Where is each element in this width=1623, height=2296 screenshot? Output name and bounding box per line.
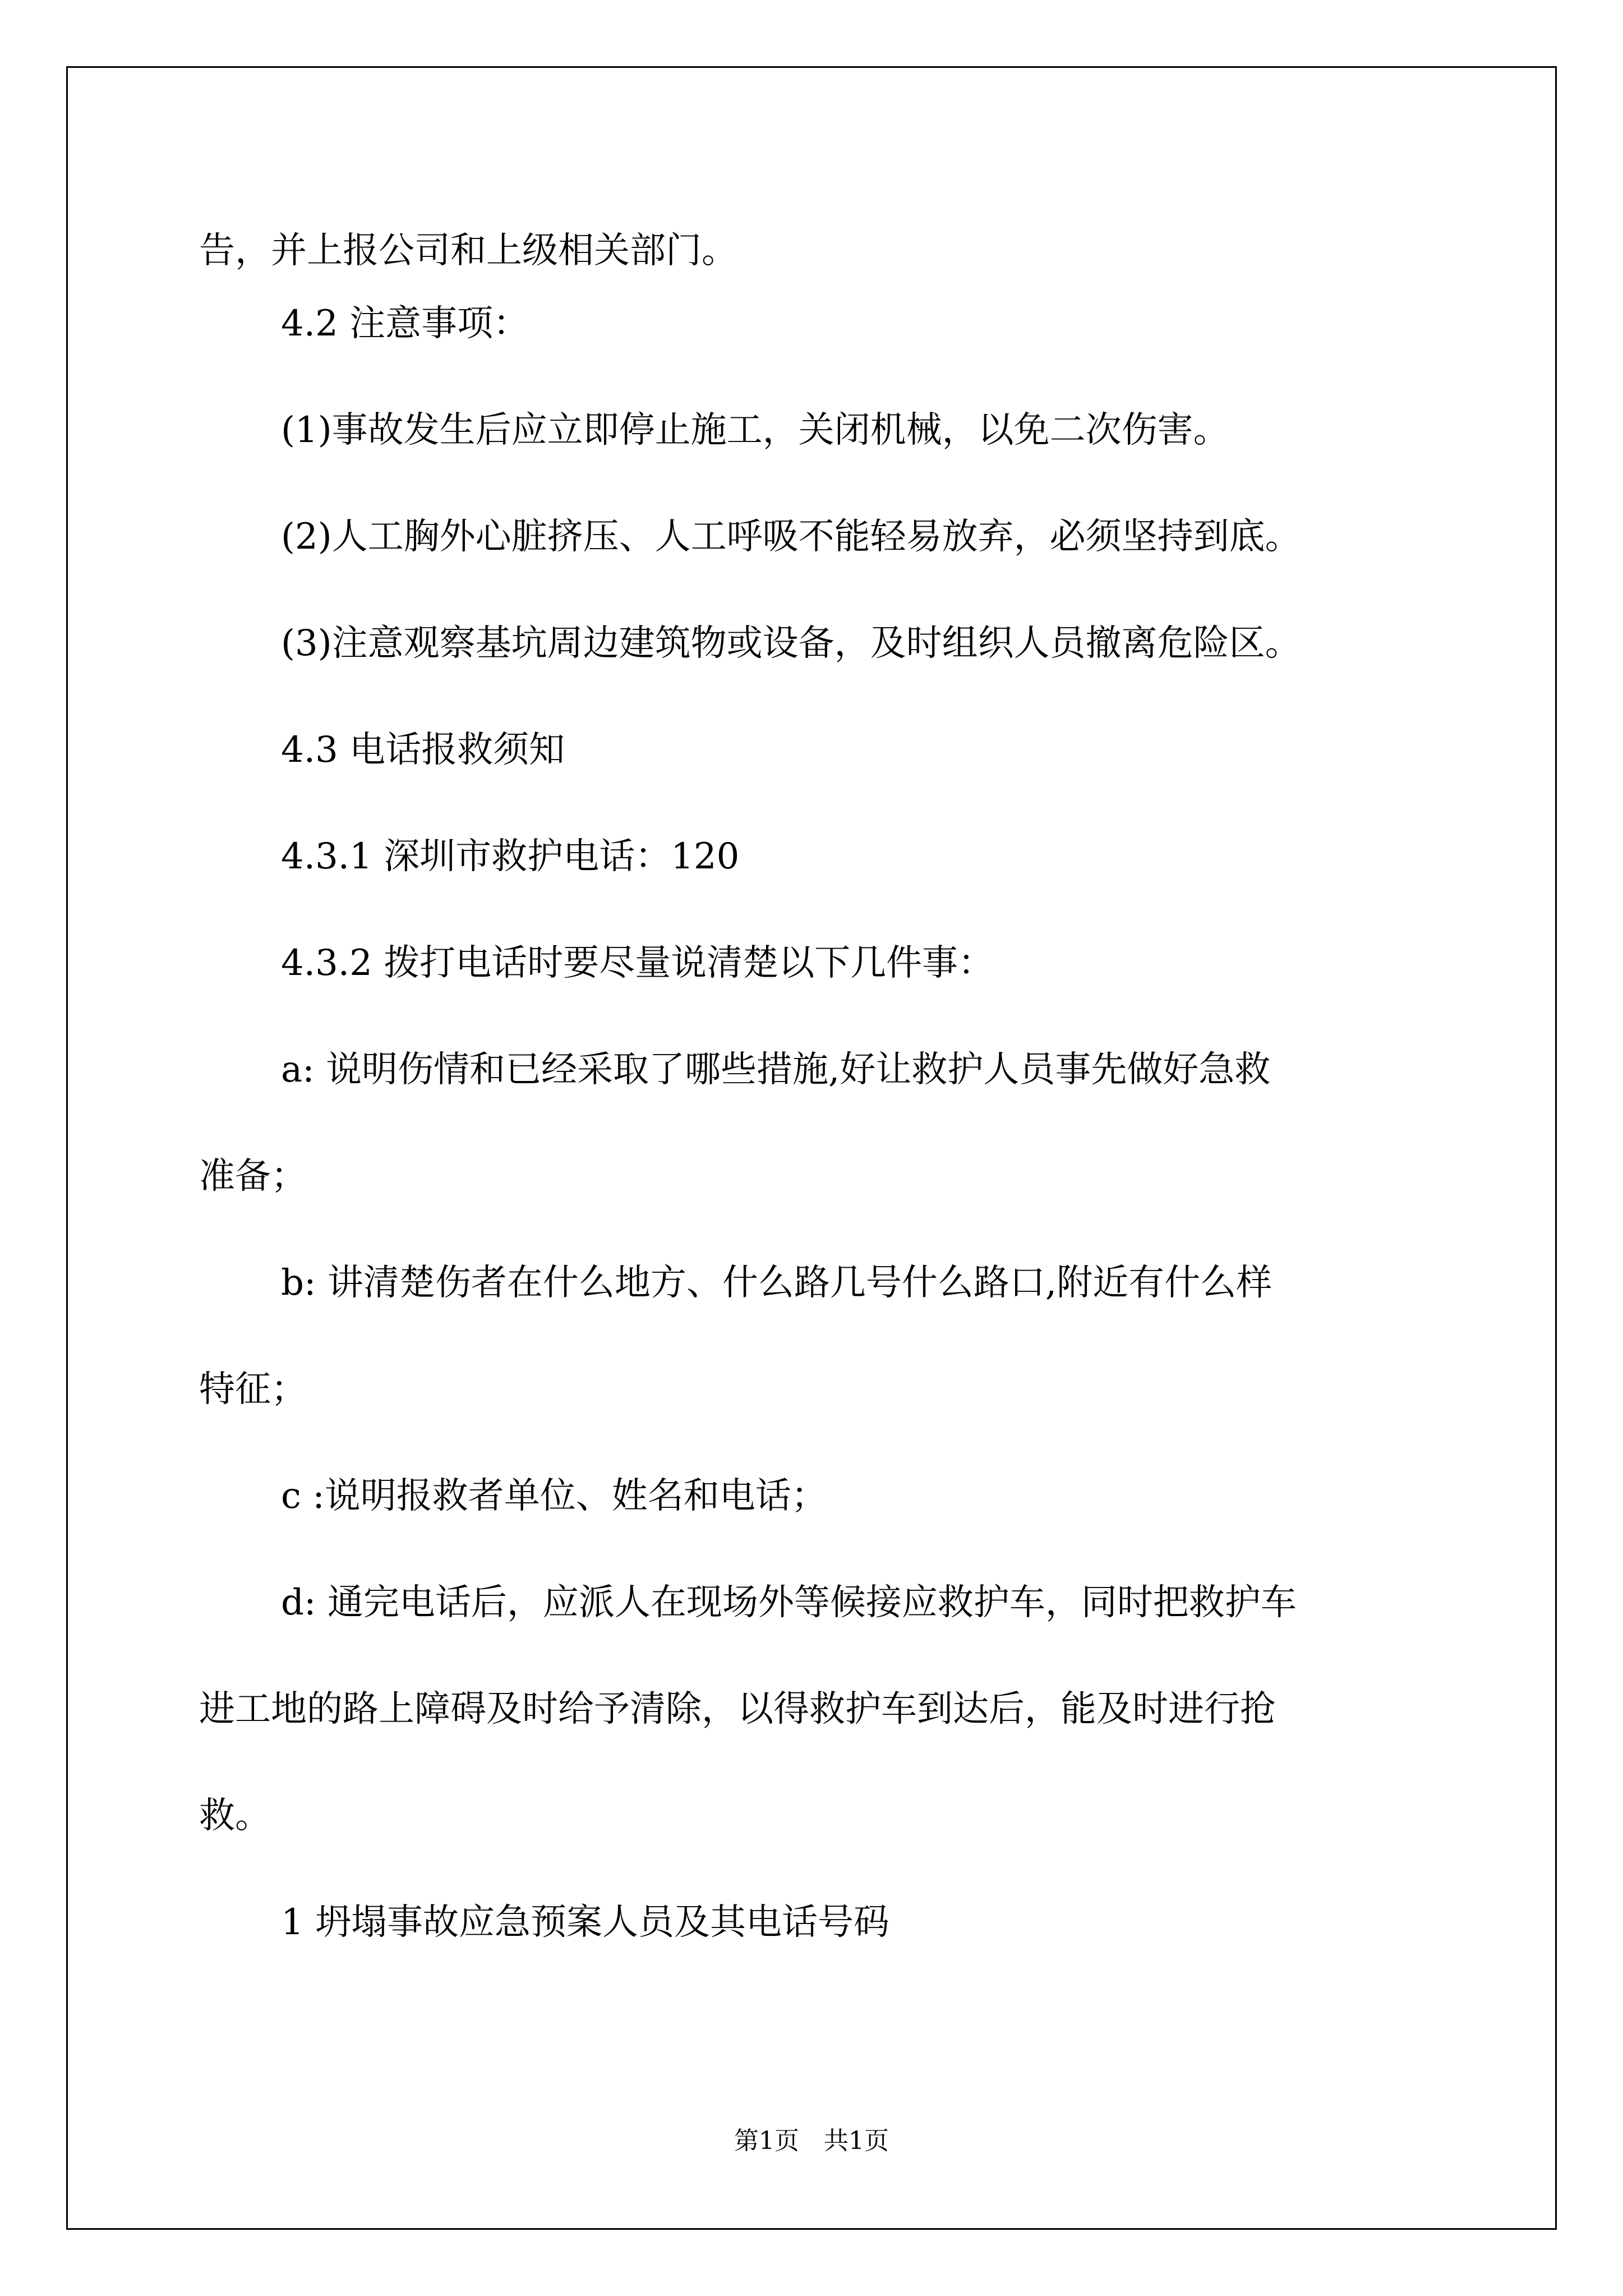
text-line: d: 通完电话后，应派人在现场外等候接应救护车，同时把救护车 (281, 1582, 1297, 1623)
text-line: (3)注意观察基坑周边建筑物或设备，及时组织人员撤离危险区。 (281, 623, 1301, 664)
text-line: 进工地的路上障碍及时给予清除，以得救护车到达后，能及时进行抢 (199, 1688, 1276, 1730)
section-heading: 4.3 电话报救须知 (281, 729, 565, 771)
text-line: 4.3.2 拨打电话时要尽量说清楚以下几件事： (281, 942, 994, 984)
text-line: a: 说明伤情和已经采取了哪些措施,好让救护人员事先做好急救 (281, 1049, 1271, 1091)
section-heading: 1 坍塌事故应急预案人员及其电话号码 (281, 1902, 890, 1943)
text-line: 告，并上报公司和上级相关部门。 (199, 230, 737, 272)
section-heading: 4.2 注意事项： (281, 303, 529, 344)
text-line: b: 讲清楚伤者在什么地方、什么路几号什么路口,附近有什么样 (281, 1262, 1272, 1304)
text-line: 特征； (199, 1369, 307, 1410)
text-line: 4.3.1 深圳市救护电话：120 (281, 836, 740, 877)
text-line: c :说明报救者单位、姓名和电话； (281, 1475, 827, 1517)
text-line: 准备； (199, 1156, 307, 1197)
text-line: (1)事故发生后应立即停止施工，关闭机械，以免二次伤害。 (281, 409, 1229, 451)
text-line: (2)人工胸外心脏挤压、人工呼吸不能轻易放弃，必须坚持到底。 (281, 516, 1301, 558)
page-footer: 第1页 共1页 (734, 2127, 889, 2155)
text-line: 救。 (199, 1795, 271, 1837)
